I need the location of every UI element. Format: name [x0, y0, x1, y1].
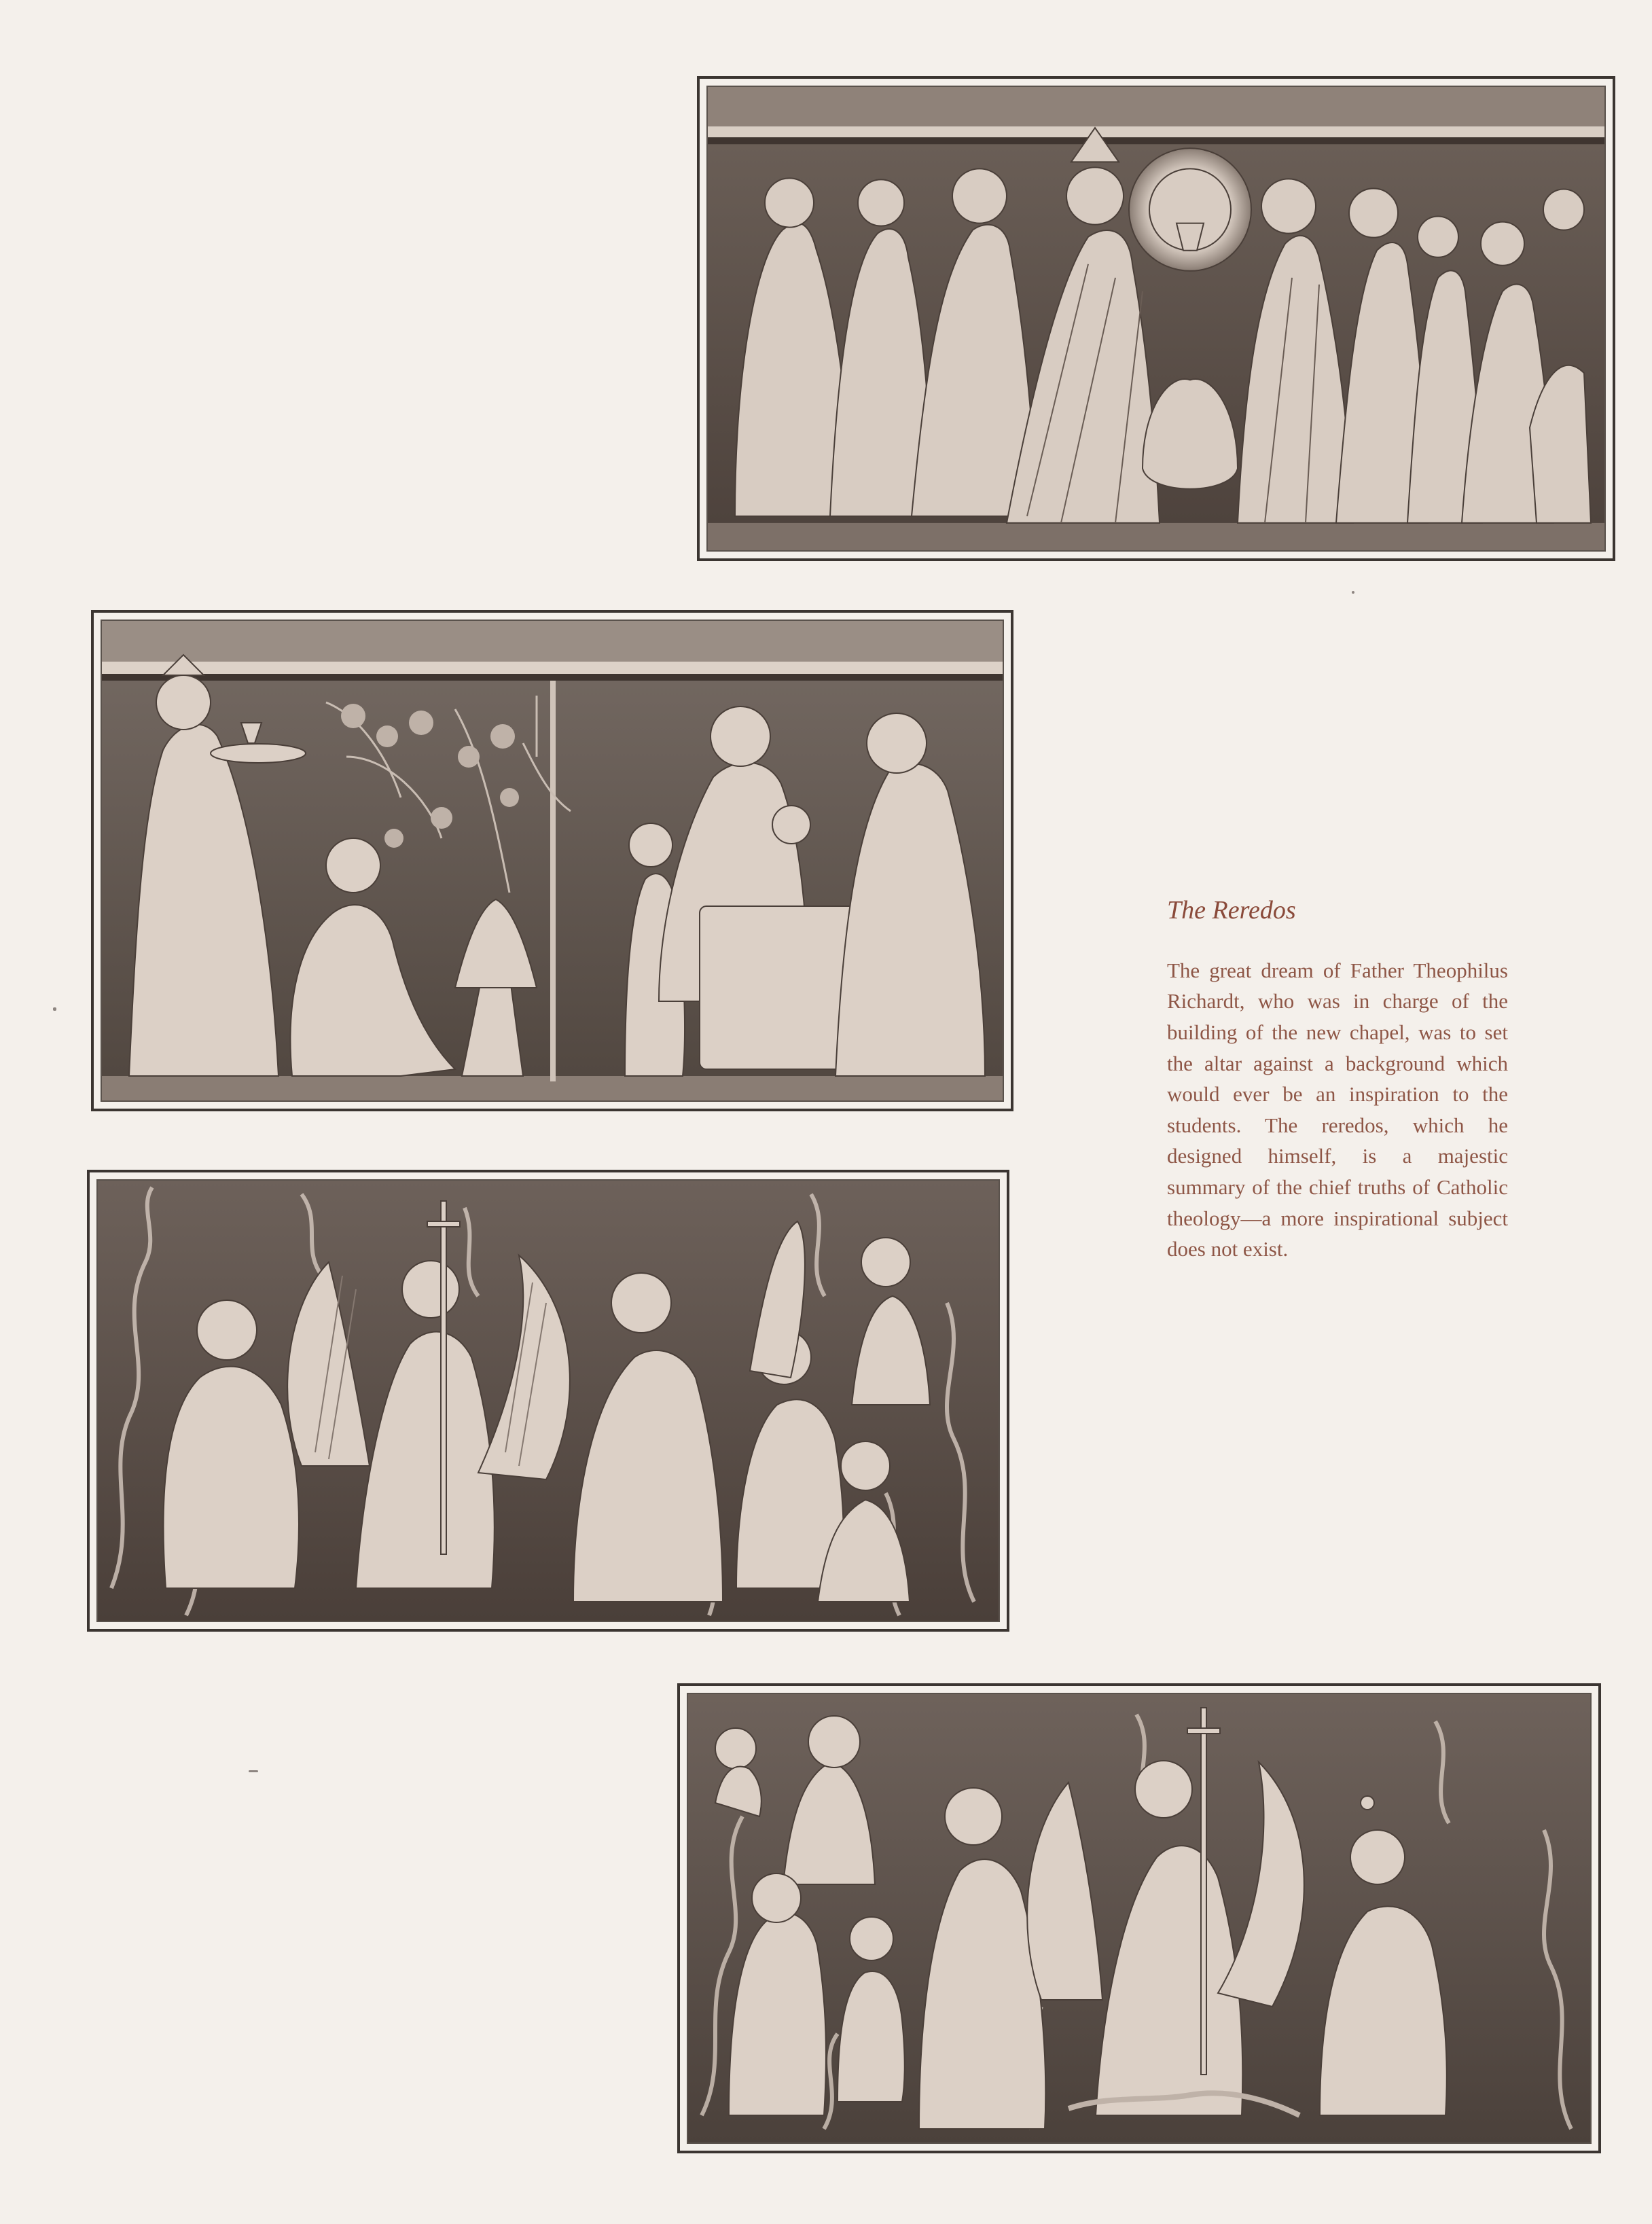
relief-photo-1 — [697, 76, 1615, 561]
relief-sculpture-angel-flames — [98, 1181, 999, 1621]
relief-photo-4-image — [687, 1693, 1592, 2144]
relief-photo-1-image — [706, 86, 1606, 552]
caption-title: The Reredos — [1167, 896, 1296, 925]
relief-photo-3 — [87, 1170, 1009, 1632]
paper-speck — [53, 1007, 56, 1011]
caption-body: The great dream of Father Theophilus Richardt, who was in charge of the building of the new chapel, was to set the altar against a background which would ever be an inspiration to the students. The reredos, which he designed himself, is a majestic summary of the chief truths of Catholic theology—a more inspirational subject does not exist. — [1167, 958, 1508, 1261]
relief-sculpture-procession — [708, 87, 1604, 550]
relief-photo-2-image — [101, 620, 1004, 1102]
caption-block — [1167, 897, 1508, 1265]
relief-photo-4 — [677, 1683, 1601, 2153]
relief-sculpture-offering — [102, 621, 1003, 1100]
paper-speck — [1352, 591, 1354, 594]
paper-speck — [249, 1770, 258, 1772]
relief-photo-2 — [91, 610, 1013, 1111]
relief-sculpture-angel-souls — [688, 1694, 1590, 2142]
relief-photo-3-image — [96, 1179, 1000, 1622]
